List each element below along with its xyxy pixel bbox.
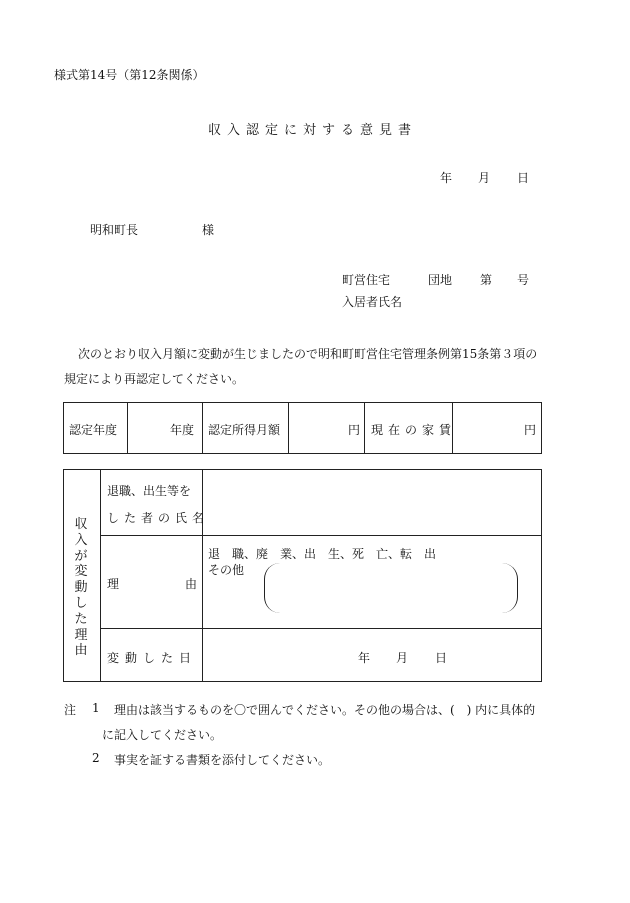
- left-parenthesis: [264, 563, 280, 613]
- divider: [288, 402, 289, 454]
- note-1-continuation: に記入してください。: [102, 728, 223, 742]
- cert-year-label: 認定年度: [69, 423, 118, 437]
- notes-prefix: 注: [64, 703, 77, 717]
- note-1-number: 1: [92, 701, 100, 715]
- addressee-name: 明和町長: [90, 223, 139, 237]
- note-1-text: 理由は該当するものを〇で囲んでください。その他の場合は、( ) 内に具体的: [114, 703, 536, 717]
- date-year-label: 年: [440, 171, 453, 185]
- date-day-label: 日: [517, 171, 530, 185]
- unit-go-label: 号: [517, 273, 530, 287]
- cert-income-label: 認定所得月額: [208, 423, 281, 437]
- change-date-label: 変動した日: [107, 651, 198, 665]
- change-reason-side-label: 収入が変動した理由: [74, 517, 88, 659]
- date-month-label: 月: [478, 171, 491, 185]
- body-line-1: 次のとおり収入月額に変動が生じましたので明和町町営住宅管理条例第15条第３項の: [78, 347, 538, 361]
- reason-other-label: その他: [208, 563, 245, 577]
- certification-table: [63, 402, 542, 454]
- reason-options: 退 職、廃 業、出 生、死 亡、転 出: [208, 547, 437, 561]
- person-label-line-2: した者の氏名: [107, 511, 210, 525]
- person-label-line-1: 退職、出生等を: [107, 484, 192, 498]
- divider: [127, 402, 128, 454]
- cert-income-unit: 円: [348, 423, 361, 437]
- divider: [100, 535, 542, 536]
- divider: [364, 402, 365, 454]
- change-date-year: 年: [358, 651, 371, 665]
- change-date-day: 日: [435, 651, 448, 665]
- reason-label-right: 由: [185, 577, 198, 591]
- divider: [202, 469, 203, 682]
- reason-label-left: 理: [107, 577, 120, 591]
- housing-label: 町営住宅: [342, 273, 391, 287]
- divider: [100, 628, 542, 629]
- current-rent-label: 現在の家賃: [371, 423, 457, 437]
- body-line-2: 規定により再認定してください。: [64, 372, 245, 386]
- divider: [202, 402, 203, 454]
- unit-dai-label: 第: [480, 273, 493, 287]
- change-date-month: 月: [396, 651, 409, 665]
- current-rent-unit: 円: [524, 423, 537, 437]
- addressee-honorific: 様: [202, 223, 215, 237]
- note-2-text: 事実を証する書類を添付してください。: [114, 753, 331, 767]
- resident-name-label: 入居者氏名: [342, 295, 403, 309]
- document-title: 収入認定に対する意見書: [208, 123, 418, 138]
- note-2-number: 2: [92, 751, 100, 765]
- cert-year-unit: 年度: [170, 423, 195, 437]
- divider: [100, 469, 101, 682]
- danchi-label: 団地: [428, 273, 453, 287]
- form-number: 様式第14号（第12条関係）: [54, 68, 205, 82]
